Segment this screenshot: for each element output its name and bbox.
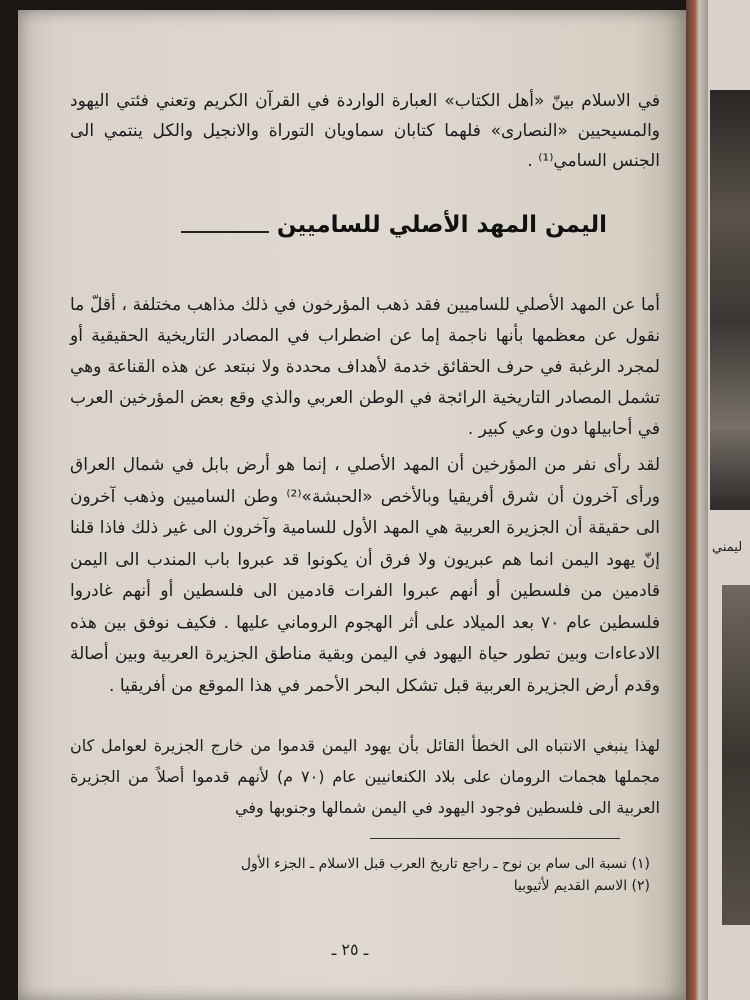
adjacent-page-photo-bottom: [722, 585, 750, 925]
intro-paragraph: في الاسلام بينّ «أهل الكتاب» العبارة الواردة في القرآن الكريم وتعني فئتي اليهود والمسيحيين «النصارى» فلهما كتابان سماويان التوراة والانجيل والكل ينتمي الى الجنس السامي⁽¹⁾ .: [70, 91, 660, 171]
paragraph-2: لقد رأى نفر من المؤرخين أن المهد الأصلي ، إنما هو أرض بابل في شمال العراق ورأى آخرون أن شرق أفريقيا وبالأخص «الحبشة»⁽²⁾ وطن الساميين وذهب آخرون الى حقيقة أن الجزيرة العربية هي المهد الأول للسامية وآخرون الى غير ذلك فاذا قلنا إنّ يهود اليمن انما هم عبريون ولا فرق أن يكونوا قد عبروا باب المندب الى اليمن قادمين من فلسطين أو أنهم عبروا الفرات قادمين الى فلسطين أو أنهم غادروا فلسطين عام ٧٠ بعد الميلاد على أثر الهجوم الروماني عليها . فكيف نوفق بين هذه الادعاءات وبين تطور حياة اليهود في اليمن وبقية مناطق الجزيرة العربية وبين أصالة وقدم أرض الجزيرة العربية قبل تشكل البحر الأحمر في هذا الموقع من أفريقيا .: [70, 455, 661, 696]
section-title: اليمن المهد الأصلي للساميين: [276, 212, 607, 238]
paragraph-3: لهذا ينبغي الانتباه الى الخطأ القائل بأن يهود اليمن قدموا من خارج الجزيرة لعوامل كان مجملها هجمات الرومان على بلاد الكنعانيين عام (٧٠ م) لأنهم قدموا أصلاً من الجزيرة العربية الى فلسطين فوجود اليهود في اليمن شمالها وجنوبها وفي: [70, 736, 661, 817]
footnote-divider: [370, 838, 620, 839]
footnote-2: (٢) الاسم القديم لأثيوبيا: [513, 878, 650, 894]
book-gutter: [686, 0, 708, 1000]
footnote-1: (١) نسبة الى سام بن نوح ـ راجع تاريخ العرب قبل الاسلام ـ الجزء الأول: [240, 856, 650, 872]
footnotes: [150, 853, 650, 897]
paragraph-1: أما عن المهد الأصلي للساميين فقد ذهب المؤرخون في ذلك مذاهب مختلفة ، أقلّ ما نقول عن معظمها بأنها ناجمة إما عن اضطراب في المصادر التاريخية الحقيقية أو لمجرد الرغبة في حرف الحقائق خدمة لأهداف محددة ولا نبتعد عن هذه القناعة وهي تشمل المصادر التاريخية الرائجة في الوطن العربي والذي وقع بعض المؤرخين العرب في أحابيلها دون وعي كبير .: [70, 295, 660, 439]
adjacent-page-caption: ليمني: [712, 540, 743, 555]
section-heading: [95, 205, 615, 245]
heading-rule: [181, 231, 269, 233]
adjacent-page-photo-top: [710, 90, 750, 510]
page-number: ـ ٢٥ ـ: [331, 940, 369, 959]
